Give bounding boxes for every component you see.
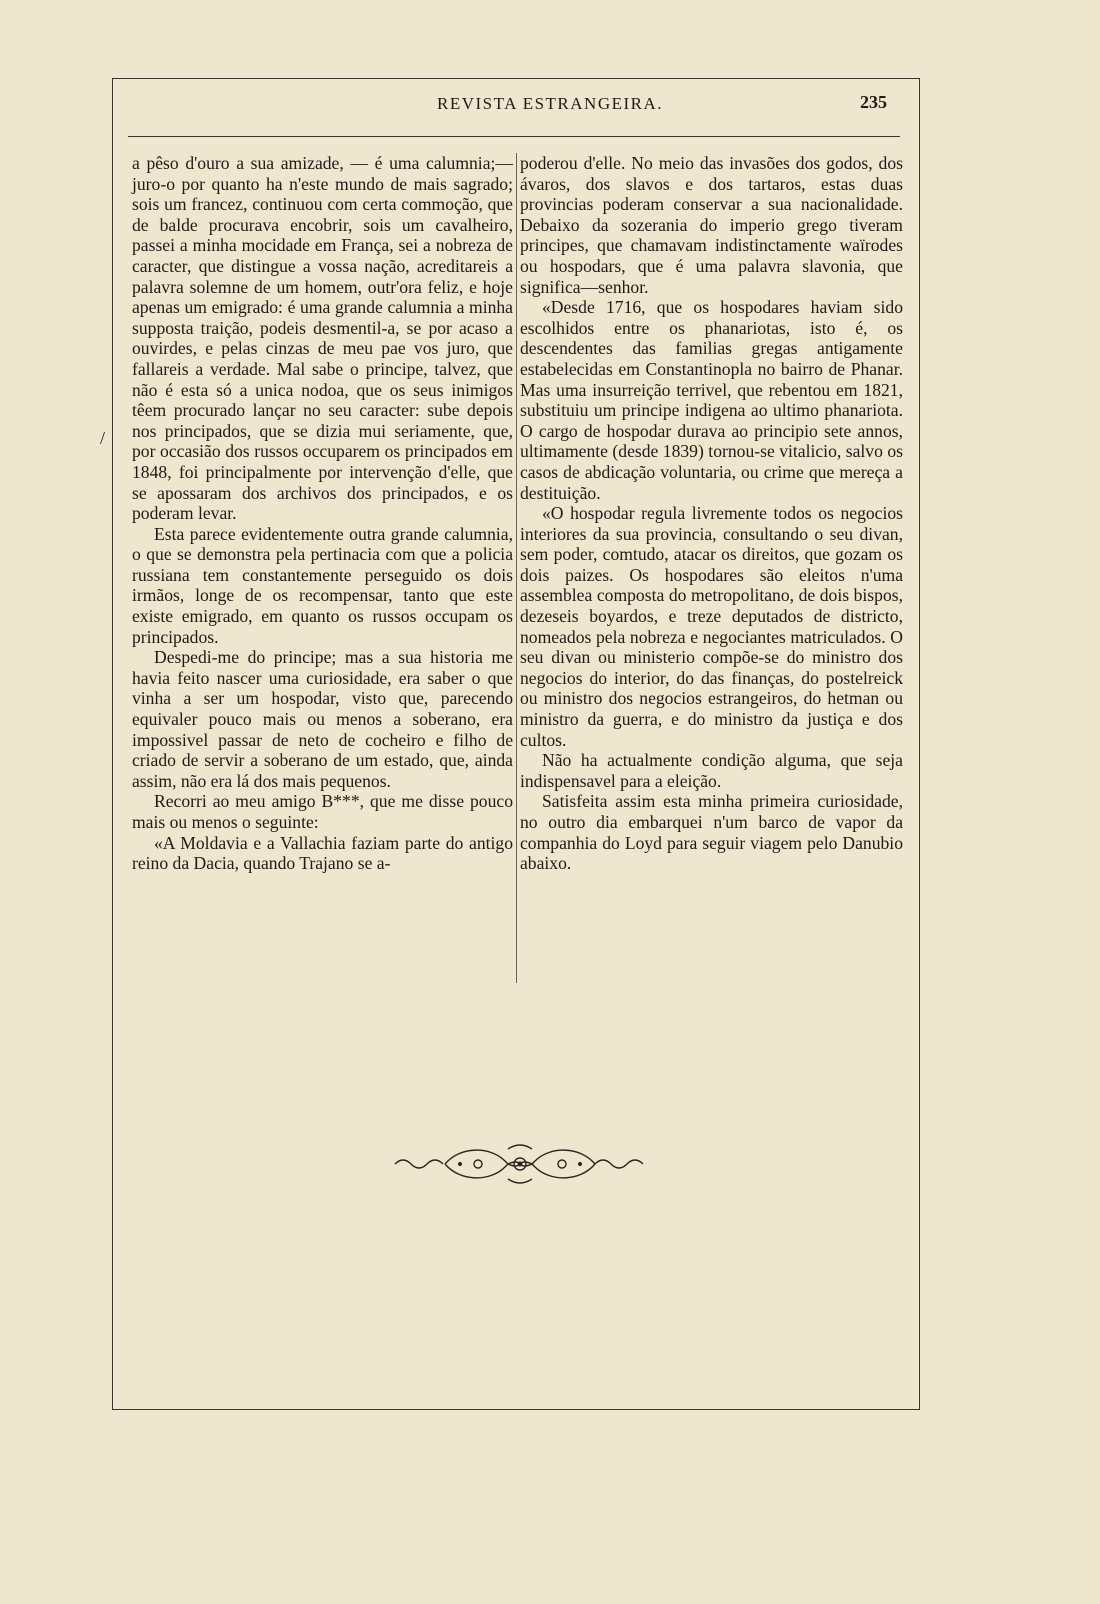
paragraph: Esta parece evidentemente outra grande calumnia, o que se demonstra pela pertinacia com que a policia russiana tem constantemente perseguido os dois irmãos, longe de os recompensar, tanto que este existe emigrado, em quanto os russos occupam os principados.: [132, 523, 513, 647]
paragraph: «O hospodar regula livremente todos os negocios interiores da sua provincia, consultando o seu divan, sem poder, comtudo, atacar os direitos, que gozam os dois paizes. Os hospodares são eleitos n'uma assemblea composta do metropolitano, de dois bispos, dezeseis boyardos, e treze deputados de districto, nomeados pela nobreza e negociantes matriculados. O seu divan ou ministerio compõe-se do ministro dos negocios do interior, do das finanças, do postelreick ou ministro dos negocios estrangeiros, do hetman ou ministro da guerra, e do ministro da justiça e dos cultos.: [520, 503, 903, 750]
paragraph: Satisfeita assim esta minha primeira curiosidade, no outro dia embarquei n'um barco de vapor da companhia do Loyd para seguir viagem pelo Danubio abaixo.: [520, 791, 903, 874]
paragraph: poderou d'elle. No meio das invasões dos godos, dos ávaros, dos slavos e dos tartaros, estas duas provincias poderam conservar a sua nacionalidade. Debaixo da sozerania do imperio grego tiveram principes, que chamavam indistinctamente waïrodes ou hospodars, que é uma palavra slavonia, que significa—senhor.: [520, 153, 903, 297]
header-rule: [128, 136, 900, 137]
right-column: [520, 153, 903, 874]
paragraph: «Desde 1716, que os hospodares haviam sido escolhidos entre os phanariotas, isto é, os descendentes das familias gregas antigamente estabelecidas em Constantinopla no bairro de Phanar. Mas uma insurreição terrivel, que rebentou em 1821, substituiu um principe indigena ao ultimo phanariota. O cargo de hospodar durava ao principio sete annos, ultimamente (desde 1839) tornou-se vitalicio, salvo os casos de abdicação voluntaria, ou crime que mereça a destituição.: [520, 297, 903, 503]
paragraph: Recorri ao meu amigo B***, que me disse pouco mais ou menos o seguinte:: [132, 791, 513, 832]
left-column: [132, 153, 513, 874]
paragraph: Despedi-me do principe; mas a sua historia me havia feito nascer uma curiosidade, era saber o que vinha a ser um hospodar, visto que, parecendo equivaler pouco mais ou menos a soberano, era impossivel passar de neto de cocheiro e filho de criado de servir a soberano de um estado, que, ainda assim, não era lá dos mais pequenos.: [132, 647, 513, 791]
paragraph: Não ha actualmente condição alguma, que seja indispensavel para a eleição.: [520, 750, 903, 791]
page-number: 235: [860, 92, 887, 112]
margin-mark: /: [100, 428, 106, 448]
column-divider: [516, 153, 517, 983]
paragraph: a pêso d'ouro a sua amizade, — é uma calumnia;—juro-o por quanto ha n'este mundo de mais sagrado; sois um francez, continuou com certa commoção, que de balde procurava encobrir, sois um cavalheiro, passei a minha mocidade em França, sei a nobreza de caracter, que distingue a vossa nação, acreditareis a palavra solemne de um homem, outr'ora feliz, e hoje apenas um emigrado: é uma grande calumnia a minha supposta traição, podeis desmentil-a, se por acaso a ouvirdes, e pelas cinzas de meu pae vos juro, que fallareis a verdade. Mal sabe o principe, talvez, que não é esta só a unica nodoa, que os seus inimigos têem procurado lançar no seu caracter: sube depois nos principados, que se dizia mui seriamente, que, por occasião dos russos occuparem os principados em 1848, foi principalmente por intervenção d'elle, que se apossaram dos archivos dos principados, e os poderam levar.: [132, 153, 513, 524]
running-header: REVISTA ESTRANGEIRA.: [436, 94, 664, 113]
paragraph: «A Moldavia e a Vallachia faziam parte do antigo reino da Dacia, quando Trajano se a-: [132, 832, 513, 874]
decorative-ornament-icon: [390, 1141, 650, 1187]
